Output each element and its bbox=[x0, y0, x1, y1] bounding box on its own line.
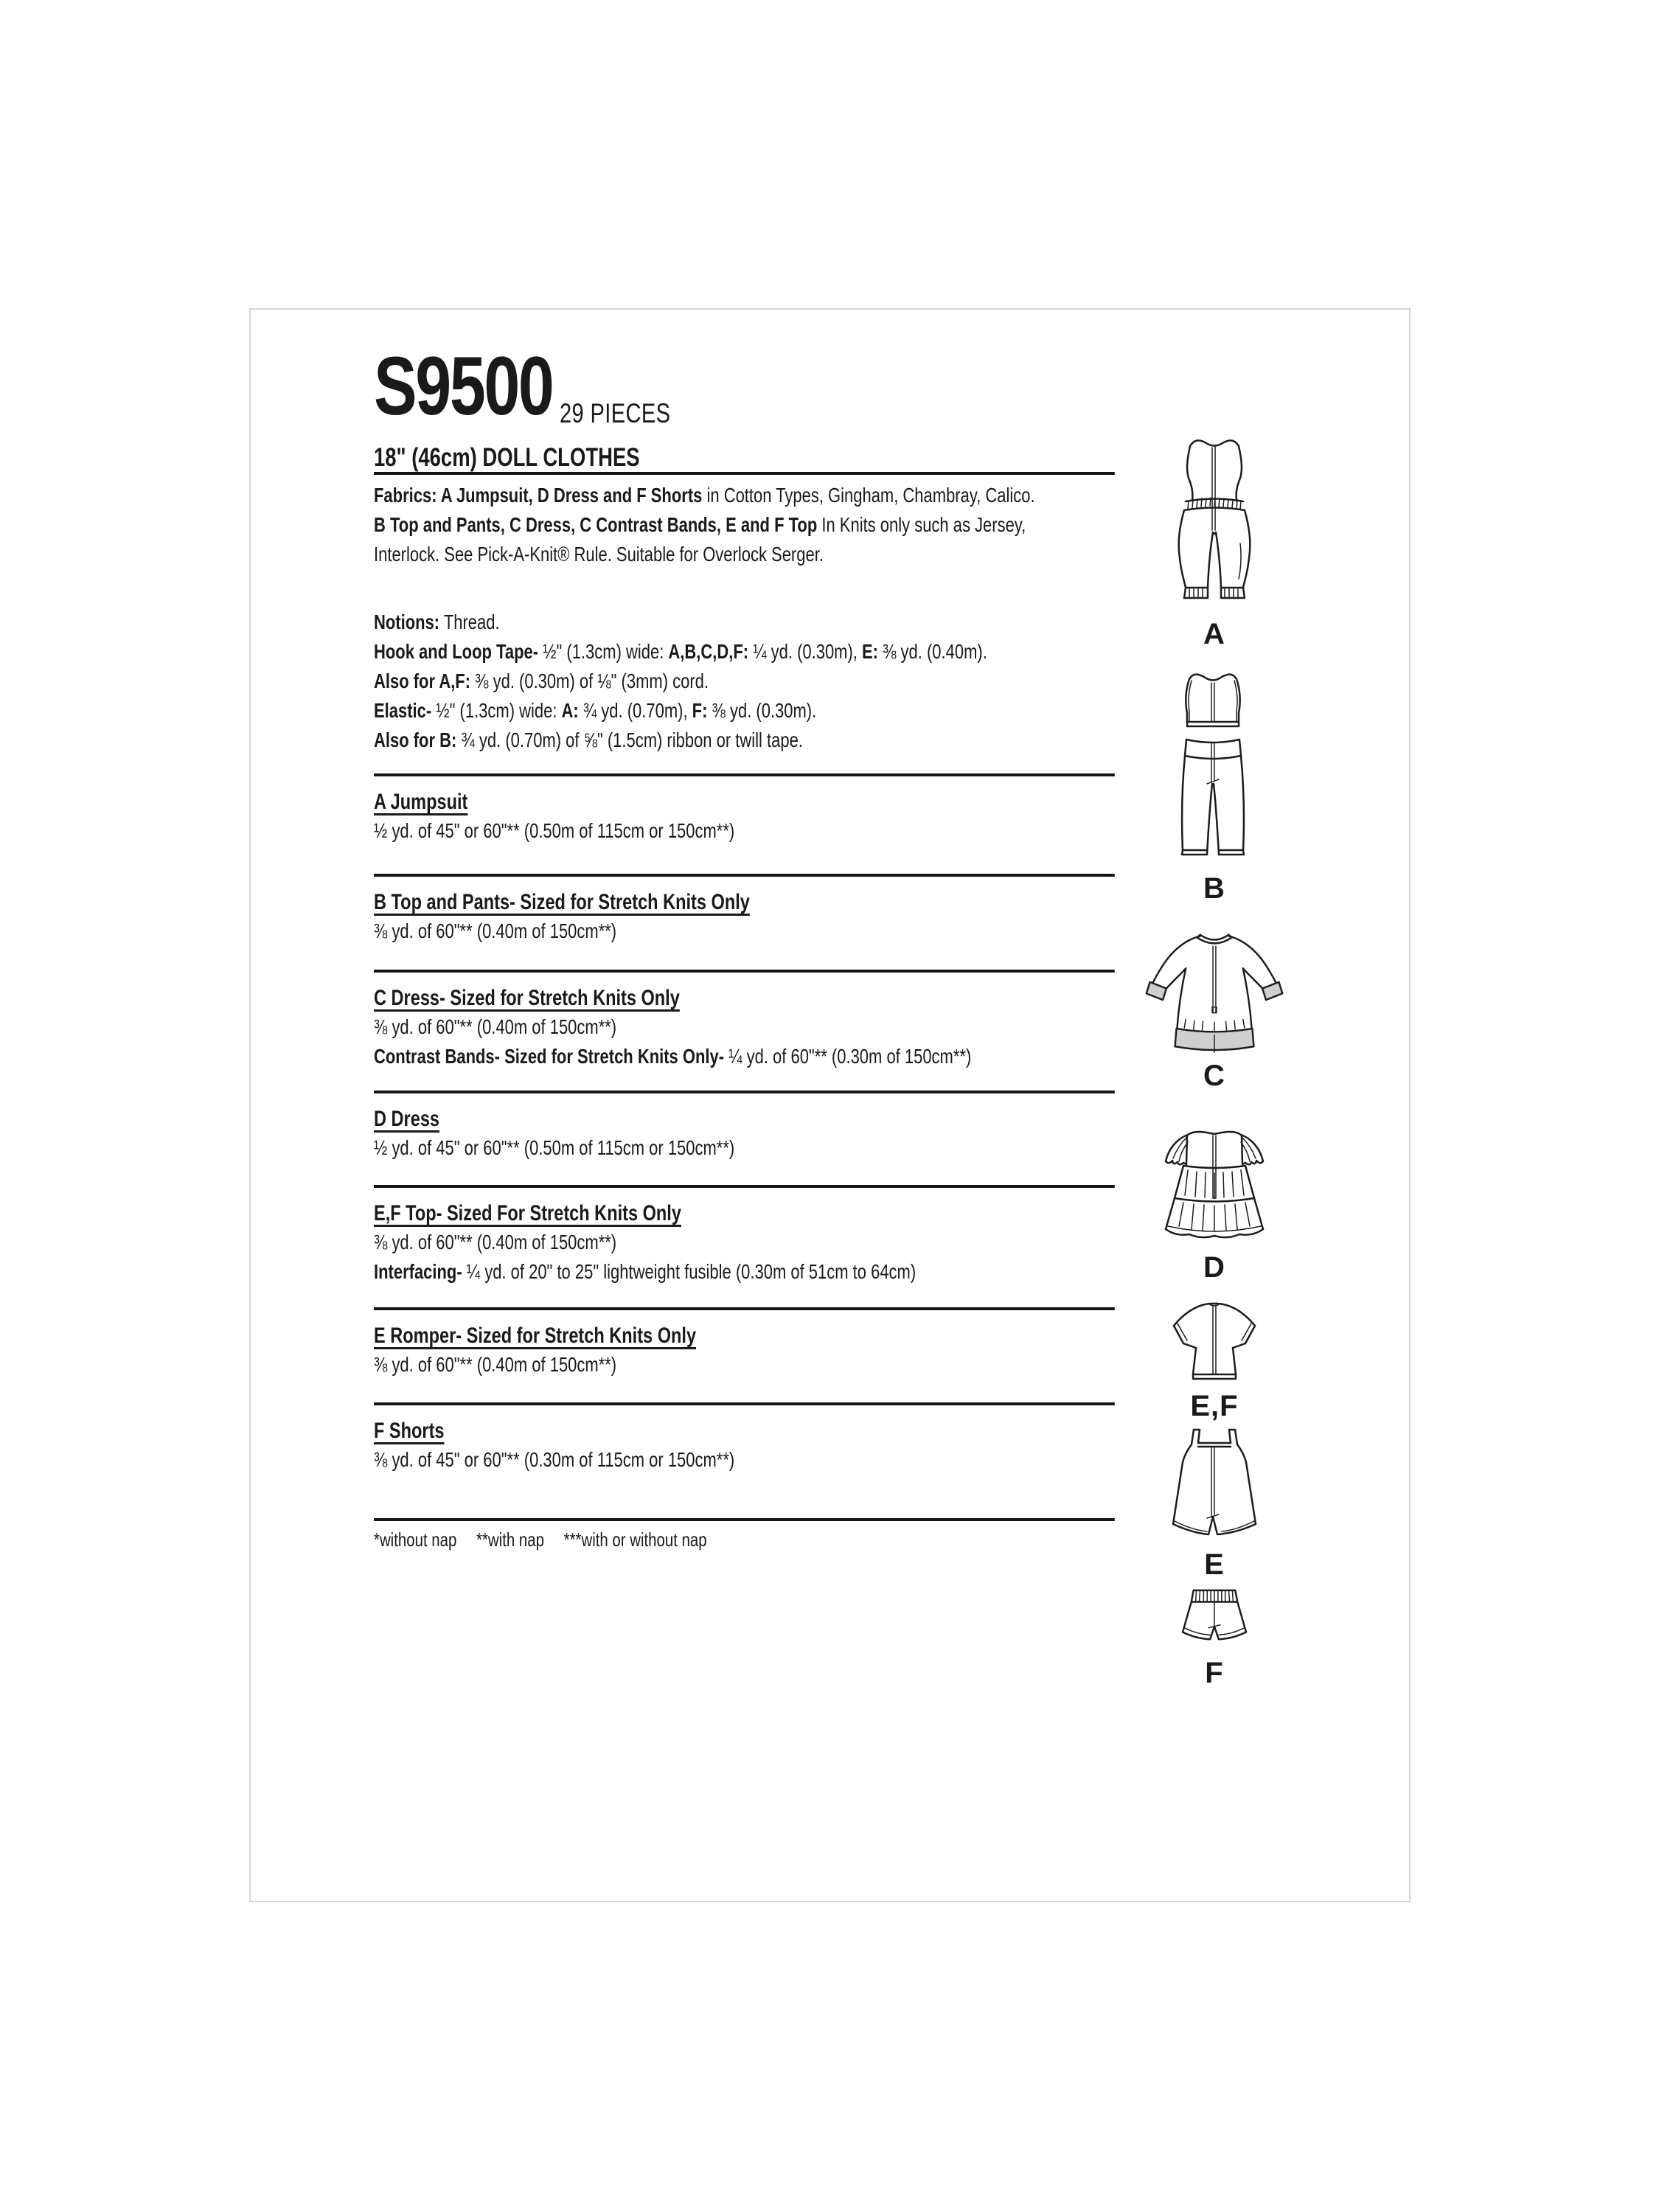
footnote-divider bbox=[374, 1518, 1115, 1521]
notions-paragraph bbox=[374, 608, 1115, 755]
figure-b-top-and-pants bbox=[1178, 669, 1251, 903]
pieces-count: 29 PIECES bbox=[559, 398, 671, 428]
figure-ef-top bbox=[1159, 1296, 1270, 1421]
section-d-dress bbox=[374, 1091, 1115, 1185]
footnote-with-nap: **with nap bbox=[476, 1528, 544, 1551]
yardage-line: ⅜ yd. of 60"** (0.40m of 150cm**) bbox=[374, 919, 617, 942]
section-divider bbox=[374, 1185, 1115, 1188]
section-divider bbox=[374, 874, 1115, 877]
fabrics-line-3: Interlock. See Pick-A-Knit® Rule. Suitable for Overlock Serger. bbox=[374, 543, 824, 566]
tiered-dress-line-art-icon bbox=[1154, 1126, 1275, 1244]
fabrics-line-2: B Top and Pants, C Dress, C Contrast Bands, E and F Top In Knits only such as Jersey, bbox=[374, 513, 1026, 536]
notions-line-1: Notions: Thread. bbox=[374, 611, 500, 633]
section-heading: A Jumpsuit bbox=[374, 790, 468, 814]
yardage-line: ½ yd. of 45" or 60"** (0.50m of 115cm or 150cm**) bbox=[374, 819, 735, 842]
page-title: 18" (46cm) DOLL CLOTHES bbox=[374, 443, 640, 472]
jumpsuit-line-art-icon bbox=[1174, 433, 1255, 617]
text-column bbox=[374, 310, 1115, 1902]
section-divider bbox=[374, 970, 1115, 973]
contrast-bands-line: Contrast Bands- Sized for Stretch Knits Only- ¼ yd. of 60"** (0.30m of 150cm**) bbox=[374, 1045, 972, 1068]
notions-line-5: Also for B: ¾ yd. (0.70m) of ⅝" (1.5cm) ribbon or twill tape. bbox=[374, 728, 803, 751]
notions-line-4: Elastic- ½" (1.3cm) wide: A: ¾ yd. (0.70m), F: ⅜ yd. (0.30m). bbox=[374, 699, 817, 722]
section-ef-top bbox=[374, 1185, 1115, 1307]
footnote-with-or-without-nap: ***with or without nap bbox=[563, 1528, 707, 1551]
section-heading: E Romper- Sized for Stretch Knits Only bbox=[374, 1324, 697, 1348]
top-and-pants-line-art-icon bbox=[1178, 669, 1251, 872]
knit-top-line-art-icon bbox=[1159, 1296, 1270, 1381]
yardage-line: ⅜ yd. of 60"** (0.40m of 150cm**) bbox=[374, 1231, 617, 1253]
section-divider bbox=[374, 1307, 1115, 1310]
section-heading: E,F Top- Sized For Stretch Knits Only bbox=[374, 1201, 681, 1225]
section-divider bbox=[374, 773, 1115, 776]
figure-label-f: F bbox=[1205, 1657, 1224, 1689]
yardage-line: ⅜ yd. of 60"** (0.40m of 150cm**) bbox=[374, 1015, 617, 1038]
section-a-jumpsuit bbox=[374, 773, 1115, 874]
pattern-envelope-back-page bbox=[249, 308, 1411, 1902]
notions-line-3: Also for A,F: ⅜ yd. (0.30m) of ⅛" (3mm) cord. bbox=[374, 669, 709, 692]
fabrics-line-1: Fabrics: A Jumpsuit, D Dress and F Shorts in Cotton Types, Gingham, Chambray, Calico. bbox=[374, 484, 1035, 507]
pattern-number: S9500 bbox=[374, 340, 553, 432]
section-divider bbox=[374, 1402, 1115, 1405]
nap-footnotes bbox=[374, 1528, 1115, 1551]
figure-e-romper bbox=[1166, 1427, 1263, 1579]
section-heading: C Dress- Sized for Stretch Knits Only bbox=[374, 986, 680, 1010]
header-divider bbox=[374, 472, 1115, 475]
figure-label-e: E bbox=[1204, 1548, 1225, 1581]
yardage-line: ½ yd. of 45" or 60"** (0.50m of 115cm or 150cm**) bbox=[374, 1136, 735, 1159]
section-heading: D Dress bbox=[374, 1107, 440, 1131]
section-heading: F Shorts bbox=[374, 1419, 445, 1443]
section-b-top-and-pants bbox=[374, 874, 1115, 970]
yardage-line: ⅜ yd. of 45" or 60"** (0.30m of 115cm or 150cm**) bbox=[374, 1448, 735, 1471]
yardage-line: ⅜ yd. of 60"** (0.40m of 150cm**) bbox=[374, 1353, 617, 1376]
section-divider bbox=[374, 1091, 1115, 1093]
romper-line-art-icon bbox=[1166, 1427, 1263, 1543]
figure-label-b: B bbox=[1203, 872, 1225, 905]
figure-a-jumpsuit bbox=[1174, 433, 1255, 649]
shorts-line-art-icon bbox=[1173, 1586, 1256, 1648]
knit-dress-line-art-icon bbox=[1141, 928, 1288, 1053]
fabrics-paragraph bbox=[374, 481, 1115, 569]
footnote-without-nap: *without nap bbox=[374, 1528, 457, 1551]
section-f-shorts bbox=[374, 1402, 1115, 1518]
figure-label-c: C bbox=[1203, 1060, 1225, 1092]
figure-d-dress bbox=[1154, 1126, 1275, 1282]
notions-line-2: Hook and Loop Tape- ½" (1.3cm) wide: A,B,C,D,F: ¼ yd. (0.30m), E: ⅜ yd. (0.40m). bbox=[374, 640, 987, 663]
figure-f-shorts bbox=[1173, 1586, 1256, 1688]
figure-label-a: A bbox=[1203, 618, 1225, 650]
figure-label-ef: E,F bbox=[1190, 1390, 1239, 1422]
section-heading: B Top and Pants- Sized for Stretch Knits Only bbox=[374, 890, 750, 914]
figure-label-d: D bbox=[1203, 1251, 1225, 1284]
interfacing-line: Interfacing- ¼ yd. of 20" to 25" lightweight fusible (0.30m of 51cm to 64cm) bbox=[374, 1260, 917, 1283]
section-c-dress bbox=[374, 970, 1115, 1091]
section-e-romper bbox=[374, 1307, 1115, 1402]
figure-c-dress bbox=[1141, 928, 1288, 1091]
